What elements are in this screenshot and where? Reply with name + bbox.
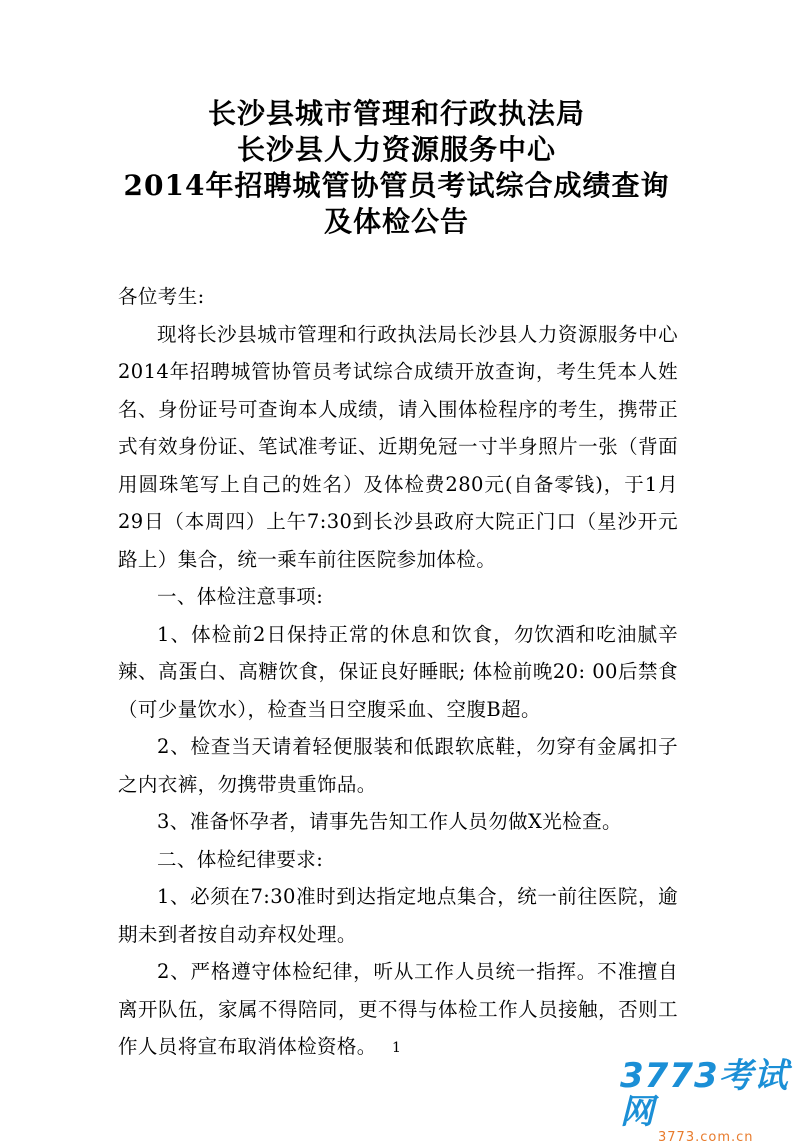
site-watermark — [620, 1056, 790, 1145]
section-2-item: 1、必须在7:30准时到达指定地点集合，统一前往医院，逾期未到者按自动弃权处理。 — [118, 885, 678, 946]
section-1-item: 3、准备怀孕者，请事先告知工作人员勿做X光检查。 — [157, 810, 622, 833]
watermark-logo: 3773考试网 — [620, 1056, 789, 1132]
section-1-heading: 一、体检注意事项: — [157, 585, 324, 608]
title-line-4: 及体检公告 — [323, 205, 469, 238]
announcement-title — [60, 96, 733, 240]
intro-paragraph: 现将长沙县城市管理和行政执法局长沙县人力资源服务中心2014年招聘城管协管员考试综合成绩开放查询，考生凭本人姓名、身份证号可查询本人成绩，请入围体检程序的考生，携带正式有效身份证、笔试准考证、近期免冠一寸半身照片一张（背面用圆珠笔写上自己的姓名）及体检费280元(自备零钱)，于1月29日（本周四）上午7:30到长沙县政府大院正门口（星沙开元路上）集合，统一乘车前往医院参加体检。 — [118, 322, 678, 571]
announcement-body — [118, 278, 678, 1066]
section-1-item: 1、体检前2日保持正常的休息和饮食，勿饮酒和吃油腻辛辣、高蛋白、高糖饮食，保证良好睡眠; 体检前晚20: 00后禁食（可少量饮水），检查当日空腹采血、空腹B超。 — [118, 622, 678, 721]
title-line-1: 长沙县城市管理和行政执法局 — [207, 97, 585, 130]
watermark-url: 3773.com.cn — [658, 1130, 754, 1145]
section-2-heading: 二、体检纪律要求: — [157, 847, 324, 871]
salutation: 各位考生: — [118, 285, 205, 308]
page-number: 1 — [392, 1040, 401, 1056]
title-line-2: 长沙县人力资源服务中心 — [236, 133, 556, 166]
title-line-3: 2014年招聘城管协管员考试综合成绩查询 — [123, 169, 670, 202]
section-2-item: 2、严格遵守体检纪律，听从工作人员统一指挥。不准擅自离开队伍，家属不得陪同，更不得与体检工作人员接触，否则工作人员将宣布取消体检资格。 — [118, 960, 678, 1058]
section-1-item: 2、检查当天请着轻便服装和低跟软底鞋，勿穿有金属扣子之内衣裤，勿携带贵重饰品。 — [118, 735, 678, 796]
